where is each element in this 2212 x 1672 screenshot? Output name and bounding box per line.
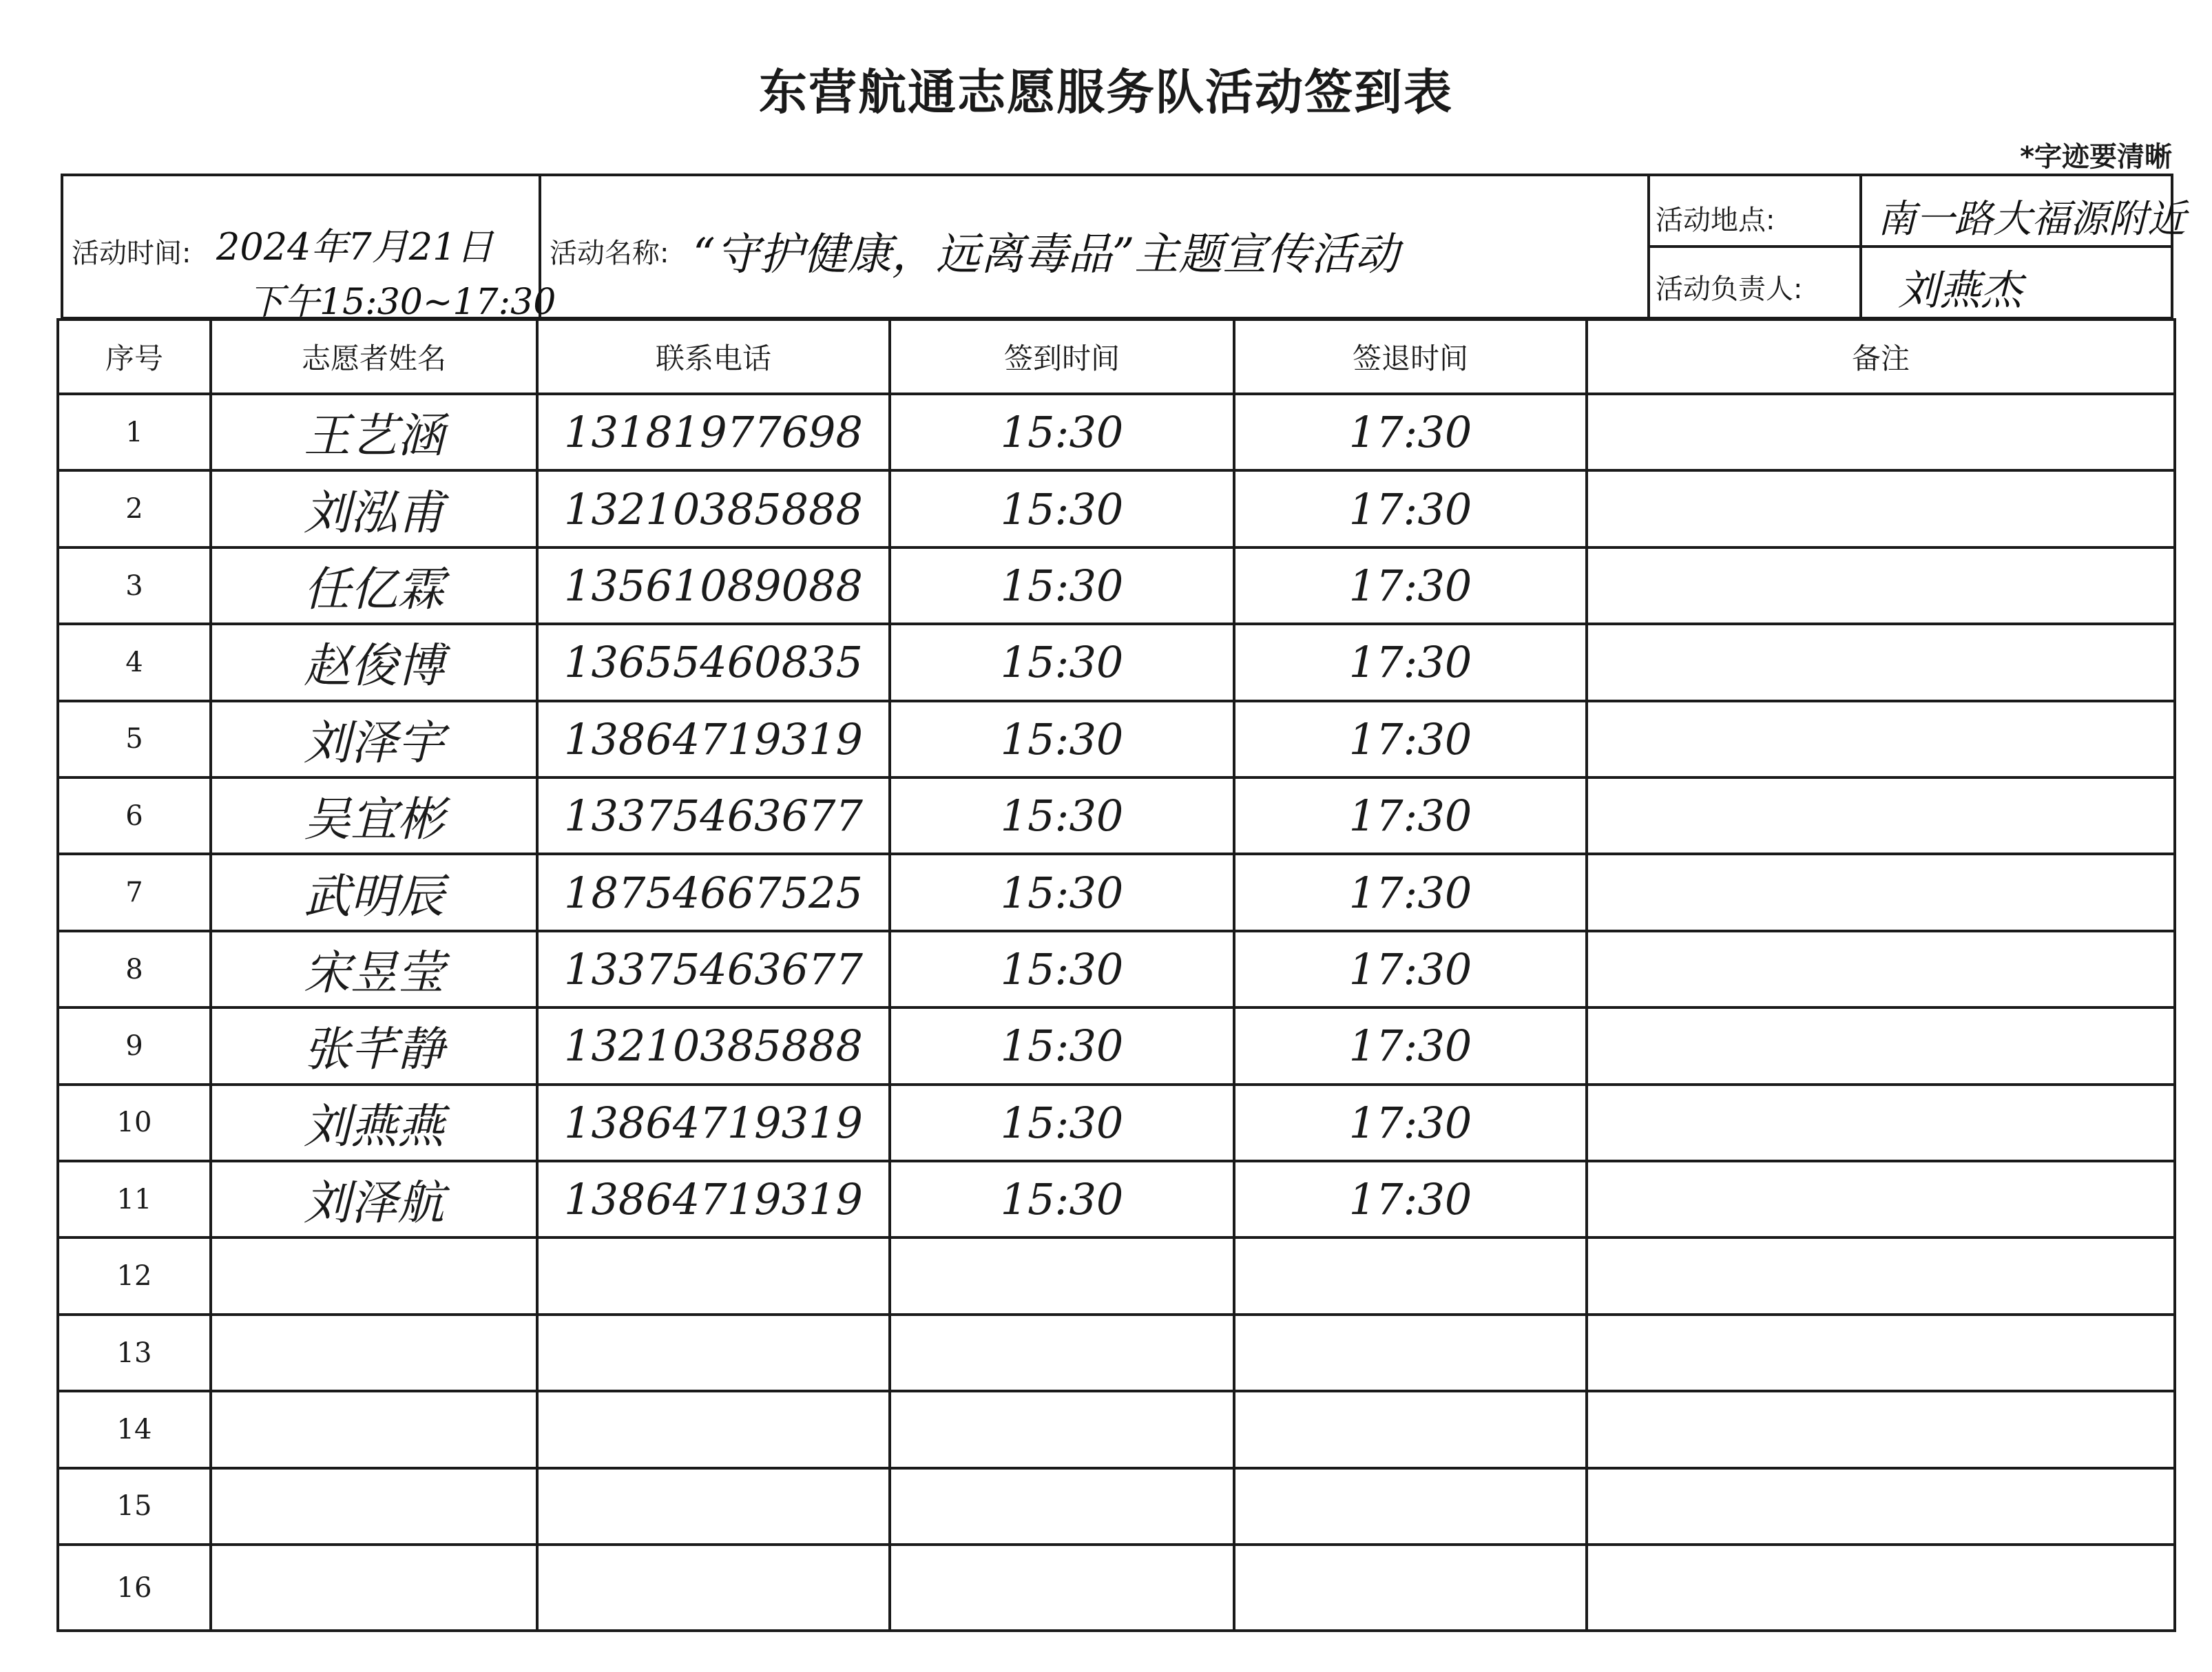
- activity-date-value[interactable]: 2024年7月21日: [216, 225, 494, 269]
- volunteer-name[interactable]: [211, 1315, 537, 1391]
- checkout-time[interactable]: 17:30: [1234, 547, 1587, 624]
- sign-in-table: [56, 318, 2176, 1632]
- volunteer-name[interactable]: [211, 1545, 537, 1631]
- phone-number[interactable]: 18754667525: [537, 854, 890, 930]
- table-row: [58, 394, 2175, 470]
- remark[interactable]: [1587, 1545, 2175, 1631]
- phone-number[interactable]: 13210385888: [537, 470, 890, 547]
- checkout-time[interactable]: 17:30: [1234, 1161, 1587, 1237]
- activity-leader-label: 活动负责人:: [1656, 273, 1803, 305]
- phone-number[interactable]: 13561089088: [537, 547, 890, 624]
- remark[interactable]: [1587, 1391, 2175, 1467]
- phone-number[interactable]: [537, 1315, 890, 1391]
- checkout-time[interactable]: 17:30: [1234, 1085, 1587, 1161]
- activity-meta-cell: [1650, 176, 2186, 317]
- checkout-time[interactable]: 17:30: [1234, 777, 1587, 854]
- table-header-row: [58, 320, 2175, 394]
- volunteer-name[interactable]: 吴宜彬: [211, 777, 537, 854]
- checkin-time[interactable]: 15:30: [890, 624, 1234, 700]
- row-seq: 4: [58, 624, 211, 700]
- row-seq: 6: [58, 777, 211, 854]
- column-header-seq: 序号: [58, 320, 211, 394]
- checkin-time[interactable]: 15:30: [890, 1161, 1234, 1237]
- volunteer-name[interactable]: [211, 1237, 537, 1314]
- table-row: [58, 624, 2175, 700]
- table-row: [58, 777, 2175, 854]
- remark[interactable]: [1587, 931, 2175, 1007]
- remark[interactable]: [1587, 777, 2175, 854]
- activity-header: [61, 174, 2186, 323]
- table-row: [58, 1391, 2175, 1467]
- phone-number[interactable]: 13655460835: [537, 624, 890, 700]
- remark[interactable]: [1587, 1161, 2175, 1237]
- remark[interactable]: [1587, 1468, 2175, 1545]
- table-row: [58, 1085, 2175, 1161]
- volunteer-name[interactable]: 刘泓甫: [211, 470, 537, 547]
- checkout-time[interactable]: [1234, 1315, 1587, 1391]
- checkin-time[interactable]: [890, 1468, 1234, 1545]
- checkin-time[interactable]: 15:30: [890, 470, 1234, 547]
- location-divider: [1859, 176, 1862, 245]
- phone-number[interactable]: 13864719319: [537, 1085, 890, 1161]
- remark[interactable]: [1587, 624, 2175, 700]
- volunteer-name[interactable]: [211, 1468, 537, 1545]
- checkout-time[interactable]: 17:30: [1234, 854, 1587, 930]
- checkout-time[interactable]: [1234, 1468, 1587, 1545]
- table-row: [58, 701, 2175, 777]
- activity-leader-row: [1650, 248, 2173, 320]
- volunteer-name[interactable]: 刘泽宇: [211, 701, 537, 777]
- remark[interactable]: [1587, 394, 2175, 470]
- checkout-time[interactable]: [1234, 1391, 1587, 1467]
- volunteer-name[interactable]: 刘燕燕: [211, 1085, 537, 1161]
- volunteer-name[interactable]: 任亿霖: [211, 547, 537, 624]
- volunteer-name[interactable]: 王艺涵: [211, 394, 537, 470]
- phone-number[interactable]: [537, 1468, 890, 1545]
- remark[interactable]: [1587, 1085, 2175, 1161]
- checkout-time[interactable]: 17:30: [1234, 624, 1587, 700]
- row-seq: 1: [58, 394, 211, 470]
- checkout-time[interactable]: 17:30: [1234, 394, 1587, 470]
- column-header-name: 志愿者姓名: [211, 320, 537, 394]
- row-seq: 7: [58, 854, 211, 930]
- remark[interactable]: [1587, 1237, 2175, 1314]
- row-seq: 2: [58, 470, 211, 547]
- checkin-time[interactable]: [890, 1391, 1234, 1467]
- row-seq: 5: [58, 701, 211, 777]
- column-header-phone: 联系电话: [537, 320, 890, 394]
- checkin-time[interactable]: [890, 1545, 1234, 1631]
- checkin-time[interactable]: 15:30: [890, 854, 1234, 930]
- row-seq: 16: [58, 1545, 211, 1631]
- checkin-time[interactable]: 15:30: [890, 1085, 1234, 1161]
- volunteer-name[interactable]: [211, 1391, 537, 1467]
- row-seq: 8: [58, 931, 211, 1007]
- remark[interactable]: [1587, 1007, 2175, 1084]
- row-seq: 13: [58, 1315, 211, 1391]
- checkin-time[interactable]: 15:30: [890, 547, 1234, 624]
- table-row: [58, 470, 2175, 547]
- phone-number[interactable]: [537, 1545, 890, 1631]
- table-row: [58, 1161, 2175, 1237]
- table-row: [58, 1237, 2175, 1314]
- table-row: [58, 1315, 2175, 1391]
- row-seq: 12: [58, 1237, 211, 1314]
- activity-location-row: [1650, 176, 2186, 248]
- table-row: [58, 547, 2175, 624]
- checkout-time[interactable]: 17:30: [1234, 931, 1587, 1007]
- row-seq: 11: [58, 1161, 211, 1237]
- phone-number[interactable]: 13375463677: [537, 931, 890, 1007]
- phone-number[interactable]: 13181977698: [537, 394, 890, 470]
- activity-time-label: 活动时间:: [72, 238, 191, 269]
- column-header-remark: 备注: [1587, 320, 2175, 394]
- table-row: [58, 931, 2175, 1007]
- column-header-checkout: 签退时间: [1234, 320, 1587, 394]
- phone-number[interactable]: 13864719319: [537, 701, 890, 777]
- phone-number[interactable]: [537, 1237, 890, 1314]
- activity-time-range-value[interactable]: 下午15:30~17:30: [248, 282, 556, 323]
- legibility-note: *字迹要清晰: [2020, 141, 2172, 173]
- column-header-checkin: 签到时间: [890, 320, 1234, 394]
- activity-location-value[interactable]: 南一路大福源附近: [1877, 197, 2186, 242]
- table-row: [58, 854, 2175, 930]
- checkin-time[interactable]: 15:30: [890, 1007, 1234, 1084]
- row-seq: 9: [58, 1007, 211, 1084]
- phone-number[interactable]: 13210385888: [537, 1007, 890, 1084]
- checkout-time[interactable]: 17:30: [1234, 470, 1587, 547]
- leader-divider: [1859, 248, 1862, 320]
- activity-name-label: 活动名称:: [550, 238, 669, 269]
- table-row: [58, 1545, 2175, 1631]
- volunteer-name[interactable]: 武明辰: [211, 854, 537, 930]
- phone-number[interactable]: [537, 1391, 890, 1467]
- table-row: [58, 1007, 2175, 1084]
- row-seq: 15: [58, 1468, 211, 1545]
- row-seq: 3: [58, 547, 211, 624]
- activity-name-value[interactable]: “守护健康，远离毒品”主题宣传活动: [693, 229, 1399, 280]
- row-seq: 14: [58, 1391, 211, 1467]
- remark[interactable]: [1587, 701, 2175, 777]
- checkout-time[interactable]: [1234, 1545, 1587, 1631]
- checkout-time[interactable]: 17:30: [1234, 1007, 1587, 1084]
- volunteer-name[interactable]: 宋昱莹: [211, 931, 537, 1007]
- phone-number[interactable]: 13375463677: [537, 777, 890, 854]
- page-title: 东营航通志愿服务队活动签到表: [759, 64, 1453, 121]
- checkin-time[interactable]: 15:30: [890, 701, 1234, 777]
- volunteer-name[interactable]: 赵俊博: [211, 624, 537, 700]
- volunteer-name[interactable]: 刘泽航: [211, 1161, 537, 1237]
- volunteer-name[interactable]: 张芊静: [211, 1007, 537, 1084]
- activity-name-cell: [541, 176, 1650, 317]
- remark[interactable]: [1587, 854, 2175, 930]
- remark[interactable]: [1587, 547, 2175, 624]
- checkout-time[interactable]: [1234, 1237, 1587, 1314]
- remark[interactable]: [1587, 470, 2175, 547]
- checkin-time[interactable]: 15:30: [890, 777, 1234, 854]
- checkin-time[interactable]: [890, 1237, 1234, 1314]
- row-seq: 10: [58, 1085, 211, 1161]
- checkout-time[interactable]: 17:30: [1234, 701, 1587, 777]
- remark[interactable]: [1587, 1315, 2175, 1391]
- activity-leader-value[interactable]: 刘燕杰: [1898, 267, 2022, 315]
- phone-number[interactable]: 13864719319: [537, 1161, 890, 1237]
- checkin-time[interactable]: [890, 1315, 1234, 1391]
- activity-time-cell: [63, 176, 556, 323]
- checkin-time[interactable]: 15:30: [890, 931, 1234, 1007]
- checkin-time[interactable]: 15:30: [890, 394, 1234, 470]
- activity-location-label: 活动地点:: [1656, 205, 1775, 236]
- table-row: [58, 1468, 2175, 1545]
